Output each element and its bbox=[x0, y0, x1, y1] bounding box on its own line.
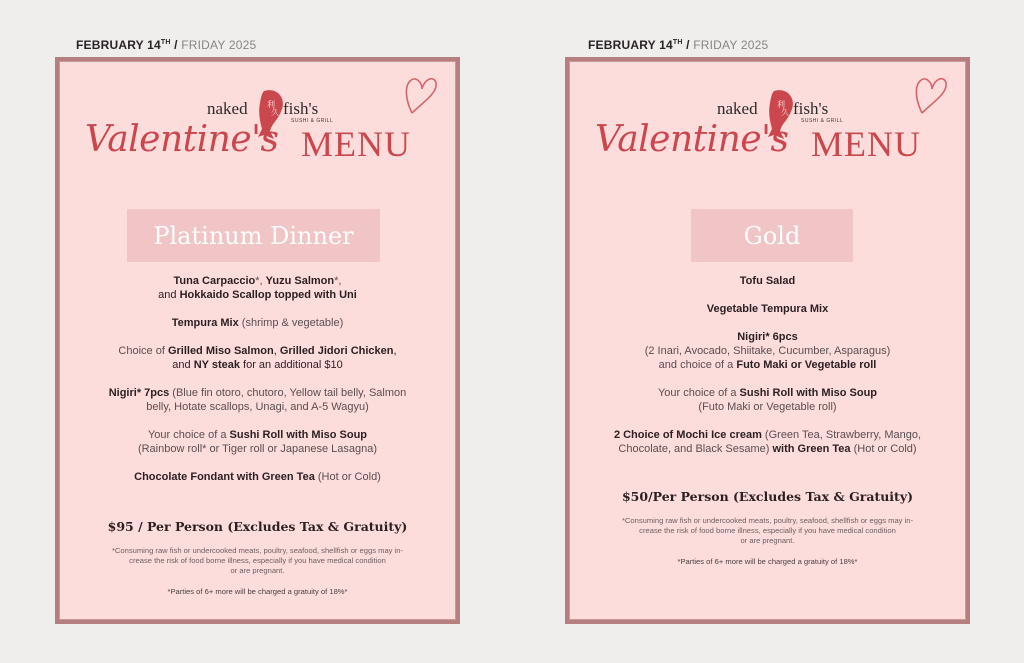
list-item: Tempura Mix (shrimp & vegetable) bbox=[171, 317, 344, 329]
list-item: Your choice of a Sushi Roll with Miso Soup (Rainbow roll* or Tiger roll or Japanese Lasagna) bbox=[137, 429, 378, 455]
list-item: Choice of Grilled Miso Salmon, Grilled Jidori Chicken, and NY steak for an additional $10 bbox=[118, 345, 397, 371]
list-item: Your choice of a Sushi Roll with Miso Soup (Futo Maki or Vegetable roll) bbox=[657, 387, 878, 413]
gold-items bbox=[589, 274, 946, 470]
valentines-menu-title bbox=[59, 119, 456, 169]
list-item: Nigiri* 7pcs (Blue fin otoro, chutoro, Yellow tail belly, Salmon belly, Hotate scallops, Unagi, and A-5 Wagyu) bbox=[108, 387, 407, 413]
platinum-price: $95 / Per Person (Excludes Tax & Gratuity) bbox=[107, 519, 408, 534]
list-item: Nigiri* 6pcs (2 Inari, Avocado, Shiitake, Cucumber, Asparagus) and choice of a Futo Maki or Vegetable roll bbox=[644, 331, 891, 371]
gold-disclaimer: *Consuming raw fish or undercooked meats, poultry, seafood, shellfish or eggs may in- crease the risk of food borne illness, especially if you have medical condition or are pregnant. bbox=[621, 516, 914, 545]
brand-fish-text: fish's bbox=[793, 99, 829, 118]
title-menu: MENU bbox=[301, 124, 411, 164]
valentines-menu-title bbox=[569, 119, 966, 169]
list-item: Tuna Carpaccio*, Yuzu Salmon*, and Hokkaido Scallop topped with Uni bbox=[158, 275, 357, 301]
brand-subtitle: SUSHI & GRILL bbox=[801, 118, 844, 124]
list-item: Tofu Salad bbox=[739, 275, 796, 287]
gold-heading: Gold bbox=[691, 209, 853, 262]
heart-icon bbox=[914, 73, 948, 117]
heart-icon bbox=[404, 73, 438, 117]
gold-gratuity-note: *Parties of 6+ more will be charged a gratuity of 18%* bbox=[677, 557, 858, 566]
title-script: Valentine's bbox=[595, 119, 789, 160]
platinum-gratuity-note: *Parties of 6+ more will be charged a gratuity of 18%* bbox=[167, 587, 348, 596]
svg-text:久: 久 bbox=[781, 108, 789, 117]
svg-text:久: 久 bbox=[271, 108, 279, 117]
platinum-heading: Platinum Dinner bbox=[127, 209, 380, 262]
list-item: Vegetable Tempura Mix bbox=[706, 303, 829, 315]
platinum-disclaimer: *Consuming raw fish or undercooked meats, poultry, seafood, shellfish or eggs may in- crease the risk of food borne illness, especially if you have medical condition or are pregnant. bbox=[111, 546, 404, 575]
list-item: 2 Choice of Mochi Ice cream (Green Tea, Strawberry, Mango, Chocolate, and Black Sesame) with Green Tea (Hot or Cold) bbox=[613, 429, 922, 455]
title-menu: MENU bbox=[811, 124, 921, 164]
platinum-items bbox=[79, 274, 436, 498]
gold-menu-card bbox=[565, 57, 970, 624]
brand-fish-text: fish's bbox=[283, 99, 319, 118]
title-script: Valentine's bbox=[85, 119, 279, 160]
svg-text:利: 利 bbox=[777, 100, 785, 109]
gold-price: $50/Per Person (Excludes Tax & Gratuity) bbox=[621, 489, 914, 504]
platinum-menu-card bbox=[55, 57, 460, 624]
brand-naked-text: naked bbox=[207, 99, 248, 118]
list-item: Chocolate Fondant with Green Tea (Hot or Cold) bbox=[134, 471, 381, 483]
brand-subtitle: SUSHI & GRILL bbox=[291, 118, 334, 124]
date-header-left: FEBRUARY 14TH / FRIDAY 2025 bbox=[76, 38, 257, 52]
svg-text:利: 利 bbox=[267, 100, 275, 109]
date-header-right: FEBRUARY 14TH / FRIDAY 2025 bbox=[588, 38, 769, 52]
brand-naked-text: naked bbox=[717, 99, 758, 118]
